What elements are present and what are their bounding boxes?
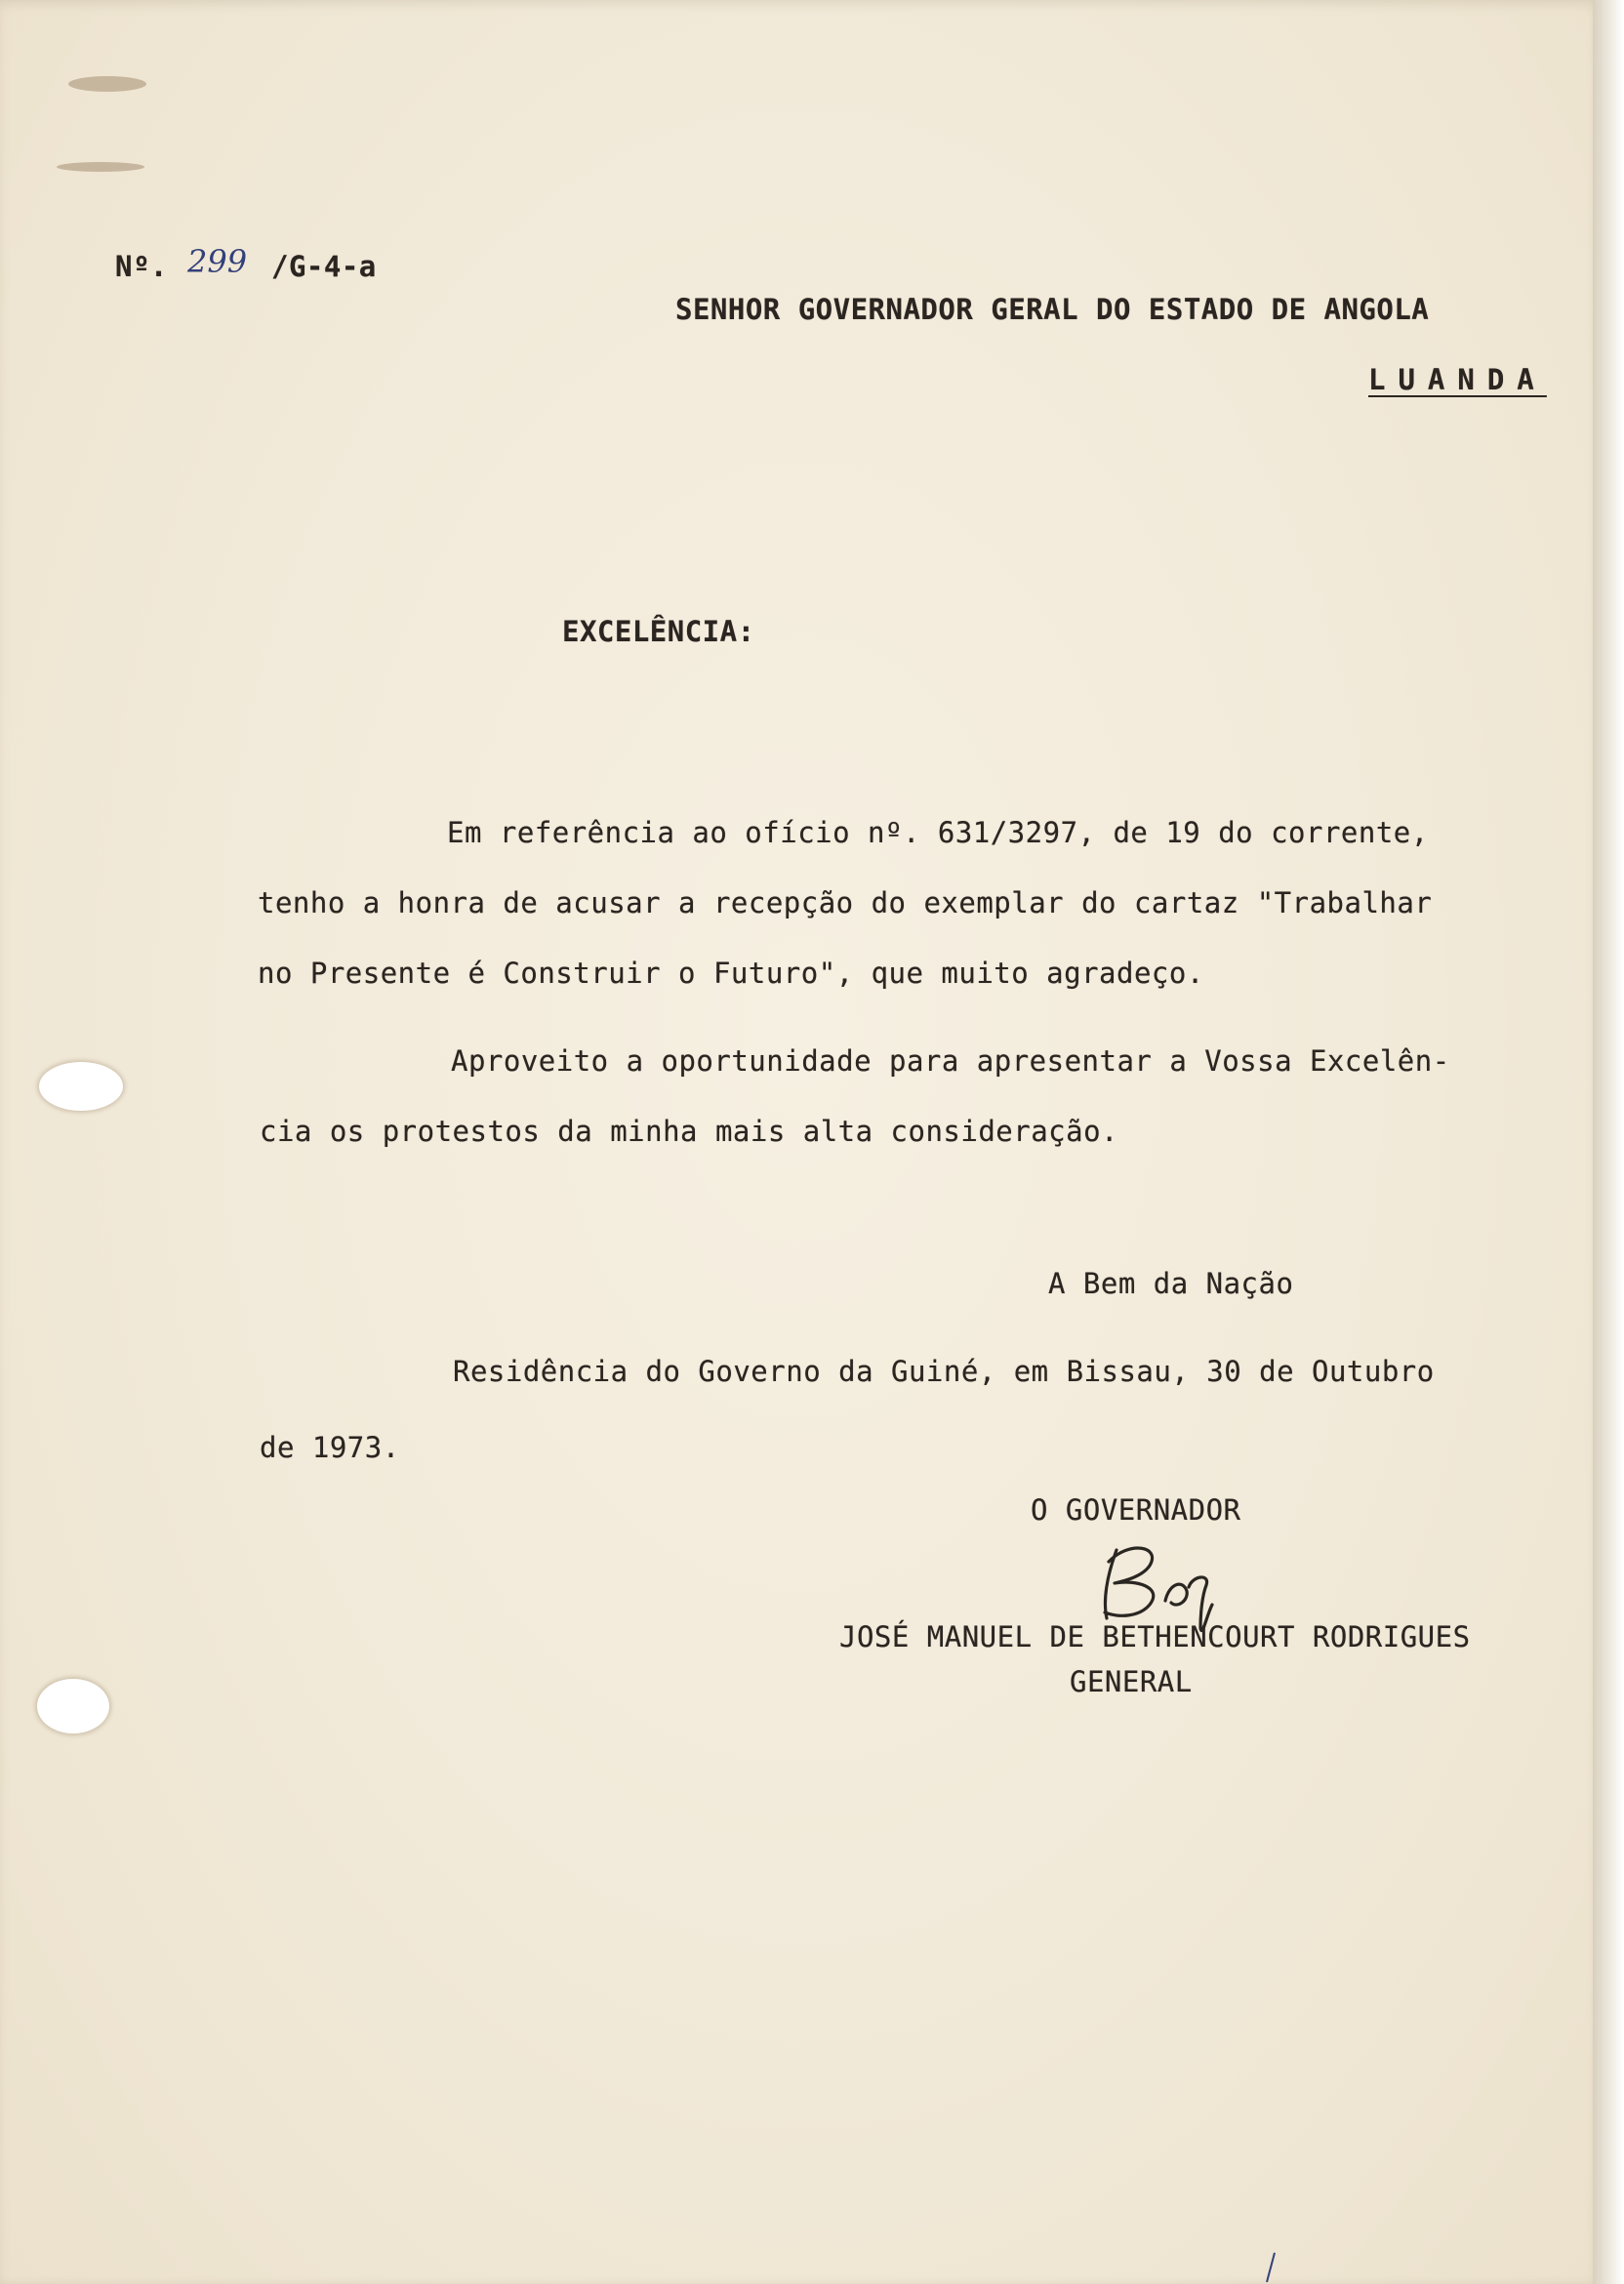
body-p1-line2: tenho a honra de acusar a recepção do exemplar do cartaz "Trabalhar — [258, 886, 1433, 919]
signatory-rank: GENERAL — [1070, 1665, 1193, 1698]
addressee-city: LUANDA — [1368, 363, 1547, 396]
body-p1-line1: Em referência ao ofício nº. 631/3297, de 19 do corrente, — [447, 816, 1429, 849]
signatory-name: JOSÉ MANUEL DE BETHENCOURT RODRIGUES — [839, 1620, 1471, 1653]
staple-mark-top — [68, 76, 146, 92]
closing-formula: A Bem da Nação — [1048, 1267, 1294, 1300]
place-date-line2: de 1973. — [260, 1431, 400, 1464]
place-date-line1: Residência do Governo da Guiné, em Bissau, 30 de Outubro — [453, 1355, 1435, 1388]
body-p1-line3: no Presente é Construir o Futuro", que muito agradeço. — [258, 957, 1204, 990]
reference-suffix: /G-4-a — [271, 250, 377, 283]
reference-prefix: Nº. — [115, 250, 168, 283]
salutation: EXCELÊNCIA: — [562, 615, 755, 648]
punch-hole-top — [39, 1062, 123, 1111]
body-p2-line1: Aproveito a oportunidade para apresentar a Vossa Excelên- — [451, 1044, 1450, 1078]
scan-edge — [1593, 0, 1624, 2284]
reference-number-handwritten: 299 — [187, 243, 248, 280]
signatory-title: O GOVERNADOR — [1031, 1493, 1241, 1527]
body-p2-line2: cia os protestos da minha mais alta consideração. — [260, 1115, 1119, 1148]
pen-mark — [1261, 2251, 1280, 2284]
addressee-title: SENHOR GOVERNADOR GERAL DO ESTADO DE ANGOLA — [675, 293, 1430, 326]
punch-hole-bottom — [37, 1679, 109, 1733]
staple-mark-second — [57, 162, 144, 172]
